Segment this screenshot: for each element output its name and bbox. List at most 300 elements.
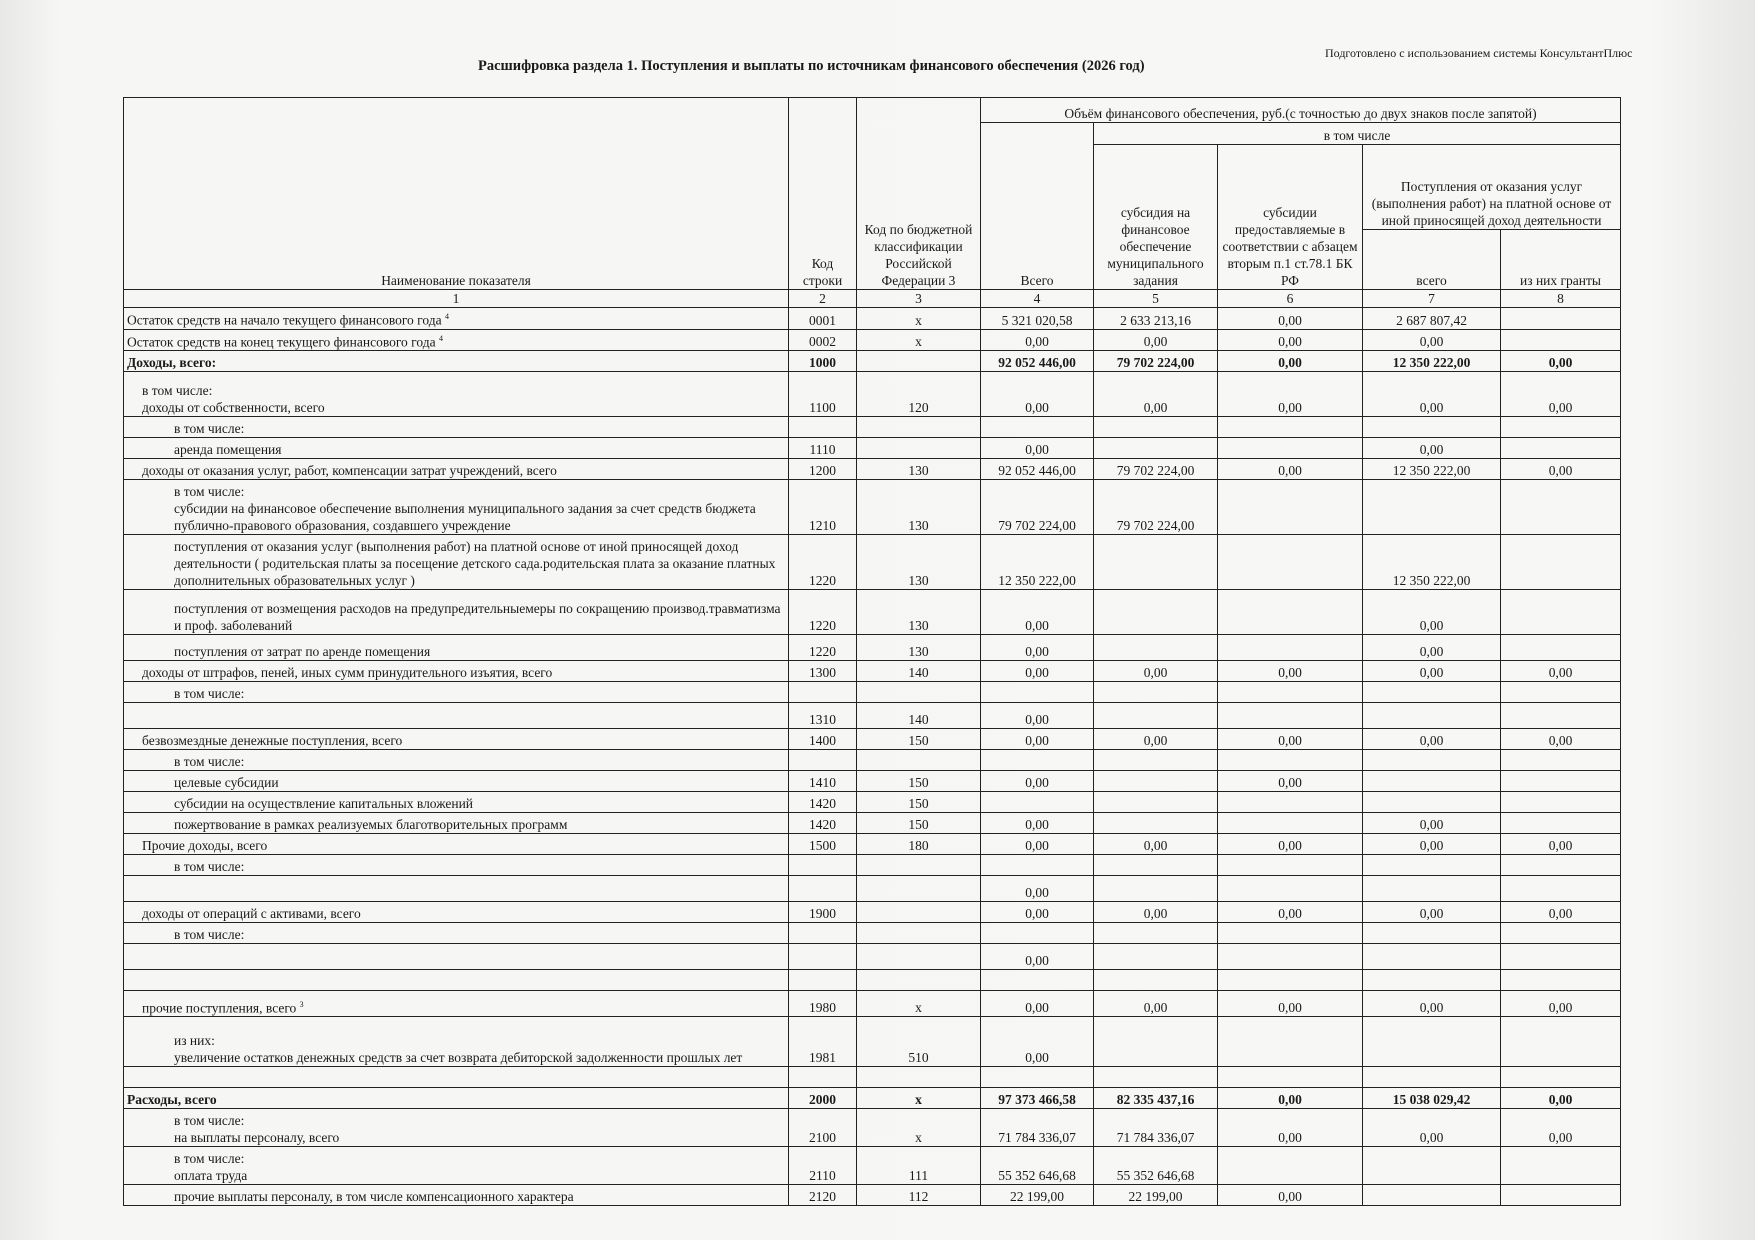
cell-c6 bbox=[1218, 590, 1363, 635]
cell-bk: 140 bbox=[857, 661, 981, 682]
cell-bk: 150 bbox=[857, 771, 981, 792]
cell-c5 bbox=[1094, 970, 1218, 991]
row-name-text: в том числе: bbox=[174, 927, 245, 942]
cell-c5: 55 352 646,68 bbox=[1094, 1147, 1218, 1185]
cell-code: 2100 bbox=[789, 1109, 857, 1147]
cell-c8: 0,00 bbox=[1501, 1109, 1621, 1147]
table-row bbox=[124, 1088, 1621, 1109]
cell-c4 bbox=[981, 855, 1094, 876]
row-name bbox=[124, 635, 789, 661]
cell-c6 bbox=[1218, 535, 1363, 590]
cell-code: 2120 bbox=[789, 1185, 857, 1206]
cell-code bbox=[789, 1067, 857, 1088]
cell-c4: 92 052 446,00 bbox=[981, 459, 1094, 480]
cell-c6 bbox=[1218, 1017, 1363, 1067]
cell-c7 bbox=[1363, 771, 1501, 792]
cell-c8 bbox=[1501, 590, 1621, 635]
cell-code: 1000 bbox=[789, 351, 857, 372]
header-subsidy: субсидия на финансовое обеспечение муниципального задания bbox=[1094, 145, 1218, 290]
cell-bk bbox=[857, 923, 981, 944]
row-name bbox=[124, 923, 789, 944]
cell-c7 bbox=[1363, 417, 1501, 438]
cell-c5 bbox=[1094, 1067, 1218, 1088]
cell-bk: 120 bbox=[857, 372, 981, 417]
finance-table bbox=[123, 97, 1621, 1206]
cell-code: 1420 bbox=[789, 813, 857, 834]
cell-c8 bbox=[1501, 970, 1621, 991]
row-name bbox=[124, 1088, 789, 1109]
cell-c4 bbox=[981, 682, 1094, 703]
table-row bbox=[124, 459, 1621, 480]
cell-code bbox=[789, 855, 857, 876]
cell-bk: x bbox=[857, 1109, 981, 1147]
table-row bbox=[124, 944, 1621, 970]
cell-c7: 0,00 bbox=[1363, 661, 1501, 682]
cell-c7 bbox=[1363, 944, 1501, 970]
cell-c8 bbox=[1501, 944, 1621, 970]
cell-code: 1500 bbox=[789, 834, 857, 855]
cell-bk: 130 bbox=[857, 459, 981, 480]
row-name bbox=[124, 944, 789, 970]
row-name bbox=[124, 855, 789, 876]
cell-c8: 0,00 bbox=[1501, 351, 1621, 372]
cell-c6: 0,00 bbox=[1218, 902, 1363, 923]
cell-c5: 79 702 224,00 bbox=[1094, 351, 1218, 372]
cell-c8: 0,00 bbox=[1501, 1088, 1621, 1109]
cell-c5: 79 702 224,00 bbox=[1094, 480, 1218, 535]
row-name-text: из них: увеличение остатков денежных средств за счет возврата дебиторской задолженности прошлых лет bbox=[174, 1033, 743, 1065]
row-name bbox=[124, 590, 789, 635]
cell-code: 1981 bbox=[789, 1017, 857, 1067]
table-row bbox=[124, 590, 1621, 635]
row-name-text: Расходы, всего bbox=[127, 1092, 217, 1107]
row-name-text: субсидии на осуществление капитальных вложений bbox=[174, 796, 474, 811]
row-name-text: в том числе: bbox=[174, 421, 245, 436]
cell-c4: 0,00 bbox=[981, 944, 1094, 970]
cell-c8 bbox=[1501, 1147, 1621, 1185]
row-name bbox=[124, 813, 789, 834]
column-number: 8 bbox=[1501, 290, 1621, 308]
cell-bk: x bbox=[857, 308, 981, 330]
cell-c4: 0,00 bbox=[981, 438, 1094, 459]
cell-code: 1400 bbox=[789, 729, 857, 750]
cell-c6 bbox=[1218, 1147, 1363, 1185]
cell-code bbox=[789, 944, 857, 970]
cell-c6 bbox=[1218, 876, 1363, 902]
row-name bbox=[124, 351, 789, 372]
row-name-text: в том числе: bbox=[174, 686, 245, 701]
cell-code bbox=[789, 682, 857, 703]
cell-c6: 0,00 bbox=[1218, 729, 1363, 750]
cell-c5 bbox=[1094, 876, 1218, 902]
cell-c5: 71 784 336,07 bbox=[1094, 1109, 1218, 1147]
cell-c6: 0,00 bbox=[1218, 1088, 1363, 1109]
cell-c8 bbox=[1501, 308, 1621, 330]
cell-c6: 0,00 bbox=[1218, 1185, 1363, 1206]
cell-code: 1100 bbox=[789, 372, 857, 417]
cell-c4: 97 373 466,58 bbox=[981, 1088, 1094, 1109]
cell-c7 bbox=[1363, 855, 1501, 876]
row-name bbox=[124, 1185, 789, 1206]
row-name bbox=[124, 438, 789, 459]
row-name bbox=[124, 970, 789, 991]
cell-c4 bbox=[981, 417, 1094, 438]
cell-bk bbox=[857, 970, 981, 991]
row-name-text: аренда помещения bbox=[174, 442, 282, 457]
cell-c4: 0,00 bbox=[981, 703, 1094, 729]
cell-bk: 130 bbox=[857, 535, 981, 590]
cell-c7: 12 350 222,00 bbox=[1363, 351, 1501, 372]
cell-code bbox=[789, 750, 857, 771]
row-name bbox=[124, 1017, 789, 1067]
cell-c5 bbox=[1094, 944, 1218, 970]
cell-c5: 0,00 bbox=[1094, 991, 1218, 1017]
row-name bbox=[124, 1109, 789, 1147]
cell-c7: 0,00 bbox=[1363, 991, 1501, 1017]
cell-code: 0001 bbox=[789, 308, 857, 330]
cell-bk bbox=[857, 876, 981, 902]
table-row bbox=[124, 1185, 1621, 1206]
cell-c4 bbox=[981, 792, 1094, 813]
cell-c5 bbox=[1094, 682, 1218, 703]
cell-c5 bbox=[1094, 813, 1218, 834]
row-name bbox=[124, 682, 789, 703]
cell-c7: 0,00 bbox=[1363, 372, 1501, 417]
cell-c6 bbox=[1218, 480, 1363, 535]
cell-c8 bbox=[1501, 750, 1621, 771]
cell-c7 bbox=[1363, 703, 1501, 729]
row-name bbox=[124, 661, 789, 682]
column-number: 6 bbox=[1218, 290, 1363, 308]
cell-bk: x bbox=[857, 329, 981, 351]
header-paid-group: Поступления от оказания услуг (выполнения работ) на платной основе от иной приносящей доход деятельности bbox=[1363, 145, 1621, 230]
cell-c6: 0,00 bbox=[1218, 661, 1363, 682]
table-row bbox=[124, 1067, 1621, 1088]
cell-c6: 0,00 bbox=[1218, 771, 1363, 792]
cell-c4: 0,00 bbox=[981, 590, 1094, 635]
row-name bbox=[124, 771, 789, 792]
cell-c5: 2 633 213,16 bbox=[1094, 308, 1218, 330]
row-name-text: в том числе: на выплаты персоналу, всего bbox=[174, 1113, 340, 1145]
row-name-text: Остаток средств на начало текущего финансового года bbox=[127, 312, 442, 328]
cell-bk bbox=[857, 682, 981, 703]
cell-c8: 0,00 bbox=[1501, 834, 1621, 855]
cell-c6: 0,00 bbox=[1218, 834, 1363, 855]
cell-code: 1210 bbox=[789, 480, 857, 535]
table-row bbox=[124, 308, 1621, 330]
row-name bbox=[124, 834, 789, 855]
cell-c5: 0,00 bbox=[1094, 329, 1218, 351]
cell-bk: 130 bbox=[857, 590, 981, 635]
row-name-text: поступления от затрат по аренде помещения bbox=[174, 644, 431, 659]
table-row bbox=[124, 703, 1621, 729]
table-row bbox=[124, 729, 1621, 750]
cell-c8 bbox=[1501, 635, 1621, 661]
cell-bk bbox=[857, 855, 981, 876]
cell-c4: 0,00 bbox=[981, 372, 1094, 417]
cell-c8: 0,00 bbox=[1501, 661, 1621, 682]
row-name-text: целевые субсидии bbox=[174, 775, 279, 790]
table-row bbox=[124, 438, 1621, 459]
cell-bk bbox=[857, 944, 981, 970]
cell-c8 bbox=[1501, 438, 1621, 459]
row-name-text: Остаток средств на конец текущего финансового года bbox=[127, 334, 436, 349]
cell-c7 bbox=[1363, 876, 1501, 902]
cell-c6 bbox=[1218, 750, 1363, 771]
cell-c5: 0,00 bbox=[1094, 834, 1218, 855]
cell-bk: 180 bbox=[857, 834, 981, 855]
cell-c5 bbox=[1094, 1017, 1218, 1067]
cell-code: 2110 bbox=[789, 1147, 857, 1185]
cell-bk: 150 bbox=[857, 813, 981, 834]
row-name-text: пожертвование в рамках реализуемых благотворительных программ bbox=[174, 817, 568, 832]
cell-c5 bbox=[1094, 438, 1218, 459]
column-number: 4 bbox=[981, 290, 1094, 308]
cell-bk bbox=[857, 1067, 981, 1088]
row-name bbox=[124, 535, 789, 590]
cell-c4: 22 199,00 bbox=[981, 1185, 1094, 1206]
column-number: 2 bbox=[789, 290, 857, 308]
cell-code: 0002 bbox=[789, 329, 857, 351]
cell-c6 bbox=[1218, 970, 1363, 991]
cell-c7 bbox=[1363, 1147, 1501, 1185]
cell-c5: 0,00 bbox=[1094, 372, 1218, 417]
cell-c6: 0,00 bbox=[1218, 991, 1363, 1017]
cell-c5 bbox=[1094, 792, 1218, 813]
cell-c6 bbox=[1218, 438, 1363, 459]
cell-c5: 0,00 bbox=[1094, 729, 1218, 750]
cell-bk bbox=[857, 417, 981, 438]
cell-c7: 0,00 bbox=[1363, 329, 1501, 351]
cell-c7: 12 350 222,00 bbox=[1363, 459, 1501, 480]
cell-c5 bbox=[1094, 417, 1218, 438]
cell-c4: 12 350 222,00 bbox=[981, 535, 1094, 590]
header-including: в том числе bbox=[1094, 123, 1621, 145]
row-name bbox=[124, 729, 789, 750]
cell-bk: x bbox=[857, 1088, 981, 1109]
column-number: 3 bbox=[857, 290, 981, 308]
cell-c7: 0,00 bbox=[1363, 834, 1501, 855]
cell-code: 1900 bbox=[789, 902, 857, 923]
table-row bbox=[124, 1109, 1621, 1147]
row-name-text: в том числе: bbox=[174, 754, 245, 769]
cell-c8 bbox=[1501, 703, 1621, 729]
table-row bbox=[124, 1017, 1621, 1067]
row-name-text: Доходы, всего: bbox=[127, 355, 217, 370]
cell-c4: 0,00 bbox=[981, 876, 1094, 902]
cell-bk: 111 bbox=[857, 1147, 981, 1185]
cell-c4: 0,00 bbox=[981, 902, 1094, 923]
cell-code: 1220 bbox=[789, 635, 857, 661]
table-row bbox=[124, 417, 1621, 438]
cell-c5 bbox=[1094, 590, 1218, 635]
cell-bk: 130 bbox=[857, 480, 981, 535]
cell-c4: 79 702 224,00 bbox=[981, 480, 1094, 535]
cell-c8 bbox=[1501, 771, 1621, 792]
cell-c4: 0,00 bbox=[981, 771, 1094, 792]
cell-c8 bbox=[1501, 923, 1621, 944]
cell-c7: 2 687 807,42 bbox=[1363, 308, 1501, 330]
table-row bbox=[124, 329, 1621, 351]
cell-c7 bbox=[1363, 1017, 1501, 1067]
cell-bk: 150 bbox=[857, 729, 981, 750]
row-name-text: доходы от операций с активами, всего bbox=[142, 906, 361, 921]
row-name bbox=[124, 792, 789, 813]
cell-c8 bbox=[1501, 1185, 1621, 1206]
cell-c5 bbox=[1094, 703, 1218, 729]
cell-c6 bbox=[1218, 682, 1363, 703]
cell-c4: 5 321 020,58 bbox=[981, 308, 1094, 330]
table-row bbox=[124, 991, 1621, 1017]
cell-code bbox=[789, 417, 857, 438]
row-name bbox=[124, 876, 789, 902]
cell-bk bbox=[857, 351, 981, 372]
row-name-text: прочие поступления, всего bbox=[142, 1000, 297, 1015]
table-row bbox=[124, 635, 1621, 661]
cell-bk bbox=[857, 438, 981, 459]
cell-c7 bbox=[1363, 682, 1501, 703]
cell-c8: 0,00 bbox=[1501, 729, 1621, 750]
table-row bbox=[124, 902, 1621, 923]
cell-code: 1410 bbox=[789, 771, 857, 792]
cell-c6 bbox=[1218, 417, 1363, 438]
row-name bbox=[124, 1147, 789, 1185]
cell-c4: 55 352 646,68 bbox=[981, 1147, 1094, 1185]
cell-c6 bbox=[1218, 635, 1363, 661]
cell-c6 bbox=[1218, 944, 1363, 970]
cell-c4: 0,00 bbox=[981, 635, 1094, 661]
row-name-text: в том числе: субсидии на финансовое обеспечение выполнения муниципального задания за счет средств бюджета публично-правового образования, создавшего учреждение bbox=[174, 484, 756, 533]
cell-c7: 0,00 bbox=[1363, 1109, 1501, 1147]
header-volume-group: Объём финансового обеспечения, руб.(с точностью до двух знаков после запятой) bbox=[981, 98, 1621, 123]
row-name bbox=[124, 1067, 789, 1088]
header-paid-total: всего bbox=[1363, 230, 1501, 290]
cell-c7 bbox=[1363, 970, 1501, 991]
cell-c7 bbox=[1363, 1067, 1501, 1088]
row-name bbox=[124, 750, 789, 771]
cell-c8 bbox=[1501, 813, 1621, 834]
cell-c6 bbox=[1218, 1067, 1363, 1088]
cell-c4: 0,00 bbox=[981, 329, 1094, 351]
cell-c7: 0,00 bbox=[1363, 635, 1501, 661]
cell-c5 bbox=[1094, 771, 1218, 792]
cell-c7: 15 038 029,42 bbox=[1363, 1088, 1501, 1109]
table-row bbox=[124, 661, 1621, 682]
header-name: Наименование показателя bbox=[124, 98, 789, 290]
cell-c8 bbox=[1501, 1067, 1621, 1088]
row-name-text: Прочие доходы, всего bbox=[142, 838, 268, 853]
cell-c6 bbox=[1218, 703, 1363, 729]
row-name-text: прочие выплаты персоналу, в том числе компенсационного характера bbox=[174, 1189, 574, 1204]
table-row bbox=[124, 813, 1621, 834]
cell-c8 bbox=[1501, 480, 1621, 535]
cell-c7: 12 350 222,00 bbox=[1363, 535, 1501, 590]
cell-c4: 0,00 bbox=[981, 834, 1094, 855]
cell-c8 bbox=[1501, 417, 1621, 438]
document-title: Расшифровка раздела 1. Поступления и выплаты по источникам финансового обеспечения (2026 год) bbox=[478, 58, 1145, 74]
cell-c8: 0,00 bbox=[1501, 902, 1621, 923]
column-number: 1 bbox=[124, 290, 789, 308]
cell-code: 1220 bbox=[789, 535, 857, 590]
cell-c6: 0,00 bbox=[1218, 459, 1363, 480]
cell-c5 bbox=[1094, 923, 1218, 944]
cell-bk bbox=[857, 750, 981, 771]
cell-c8 bbox=[1501, 329, 1621, 351]
cell-c8: 0,00 bbox=[1501, 372, 1621, 417]
table-row bbox=[124, 876, 1621, 902]
cell-bk: 130 bbox=[857, 635, 981, 661]
cell-c4 bbox=[981, 970, 1094, 991]
cell-code bbox=[789, 970, 857, 991]
row-name-text: безвозмездные денежные поступления, всего bbox=[142, 733, 403, 748]
cell-c4: 0,00 bbox=[981, 1017, 1094, 1067]
row-name bbox=[124, 703, 789, 729]
cell-c4 bbox=[981, 750, 1094, 771]
cell-c7: 0,00 bbox=[1363, 590, 1501, 635]
row-name-text: доходы от штрафов, пеней, иных сумм принудительного изъятия, всего bbox=[142, 665, 553, 680]
header-code: Код строки bbox=[789, 98, 857, 290]
row-name bbox=[124, 308, 789, 330]
cell-c7 bbox=[1363, 1185, 1501, 1206]
cell-c8 bbox=[1501, 876, 1621, 902]
cell-c4 bbox=[981, 923, 1094, 944]
table-row bbox=[124, 855, 1621, 876]
table-row bbox=[124, 372, 1621, 417]
table-row bbox=[124, 792, 1621, 813]
cell-c8 bbox=[1501, 535, 1621, 590]
cell-c8 bbox=[1501, 855, 1621, 876]
cell-c6: 0,00 bbox=[1218, 372, 1363, 417]
cell-c7 bbox=[1363, 480, 1501, 535]
cell-c8 bbox=[1501, 1017, 1621, 1067]
cell-c5 bbox=[1094, 855, 1218, 876]
cell-c8: 0,00 bbox=[1501, 991, 1621, 1017]
cell-c4: 0,00 bbox=[981, 991, 1094, 1017]
row-name-text: в том числе: доходы от собственности, всего bbox=[142, 383, 325, 415]
table-row bbox=[124, 750, 1621, 771]
prepared-note: Подготовлено с использованием системы КонсультантПлюс bbox=[1325, 46, 1633, 60]
cell-c8: 0,00 bbox=[1501, 459, 1621, 480]
cell-c4: 0,00 bbox=[981, 661, 1094, 682]
row-name-text: поступления от возмещения расходов на предупредительныемеры по сокращению производ.травматизма и проф. заболеваний bbox=[174, 601, 781, 633]
cell-c4 bbox=[981, 1067, 1094, 1088]
cell-code: 1300 bbox=[789, 661, 857, 682]
cell-code bbox=[789, 876, 857, 902]
cell-code: 2000 bbox=[789, 1088, 857, 1109]
table-row bbox=[124, 351, 1621, 372]
cell-code: 1200 bbox=[789, 459, 857, 480]
cell-code: 1980 bbox=[789, 991, 857, 1017]
row-name-text: доходы от оказания услуг, работ, компенсации затрат учреждений, всего bbox=[142, 463, 557, 478]
row-name bbox=[124, 417, 789, 438]
cell-c7: 0,00 bbox=[1363, 438, 1501, 459]
cell-bk: 140 bbox=[857, 703, 981, 729]
cell-c7: 0,00 bbox=[1363, 729, 1501, 750]
cell-bk bbox=[857, 902, 981, 923]
header-total: Всего bbox=[981, 123, 1094, 290]
table-row bbox=[124, 480, 1621, 535]
cell-c7 bbox=[1363, 750, 1501, 771]
cell-c6 bbox=[1218, 855, 1363, 876]
cell-c5: 82 335 437,16 bbox=[1094, 1088, 1218, 1109]
cell-c4: 0,00 bbox=[981, 813, 1094, 834]
column-number: 7 bbox=[1363, 290, 1501, 308]
header-bk: Код по бюджетной классификации Российской Федерации 3 bbox=[857, 98, 981, 290]
cell-bk: 150 bbox=[857, 792, 981, 813]
cell-c5: 0,00 bbox=[1094, 661, 1218, 682]
cell-c4: 0,00 bbox=[981, 729, 1094, 750]
cell-c4: 92 052 446,00 bbox=[981, 351, 1094, 372]
